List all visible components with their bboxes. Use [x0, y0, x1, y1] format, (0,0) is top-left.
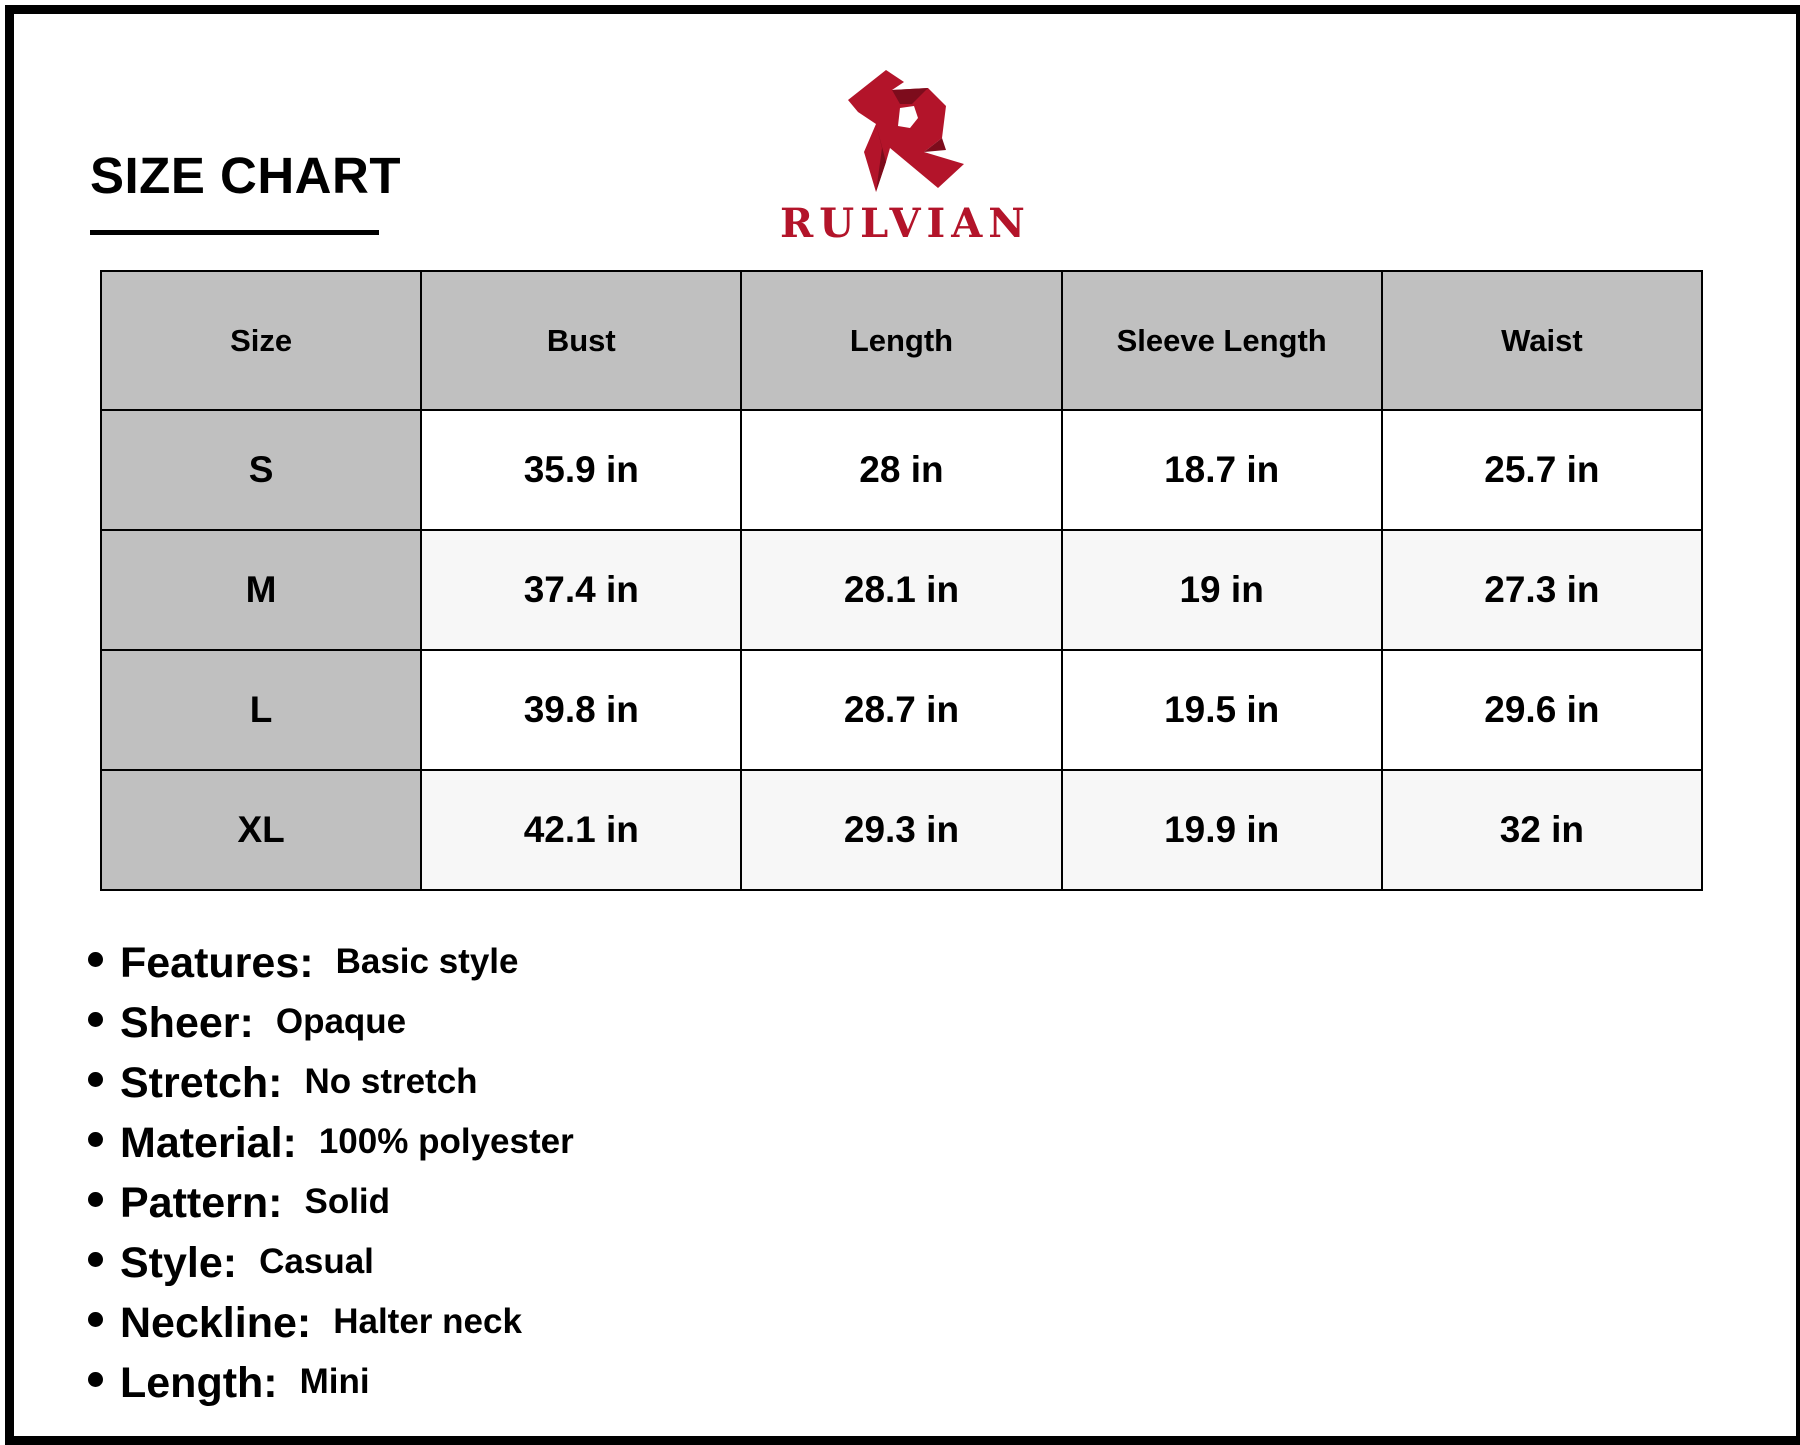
feature-label: Pattern:: [120, 1179, 283, 1227]
bullet-icon: [88, 1012, 103, 1027]
feature-value: Casual: [259, 1242, 374, 1281]
header-sleeve-length: Sleeve Length: [1062, 271, 1382, 410]
brand-name: RULVIAN: [780, 200, 1031, 247]
feature-value: Opaque: [275, 1002, 407, 1041]
feature-label: Neckline:: [120, 1299, 312, 1347]
length-cell: 28.7 in: [741, 650, 1061, 770]
bullet-icon: [88, 1132, 103, 1147]
feature-value: Halter neck: [333, 1302, 522, 1341]
size-cell: M: [101, 530, 421, 650]
bullet-icon: [88, 1252, 103, 1267]
feature-value: No stretch: [304, 1062, 478, 1101]
waist-cell: 32 in: [1382, 770, 1702, 890]
feature-label: Style:: [120, 1239, 238, 1287]
table-row: [101, 650, 1702, 770]
sleeve-length-cell: 18.7 in: [1062, 410, 1382, 530]
bullet-icon: [88, 1192, 103, 1207]
length-cell: 29.3 in: [741, 770, 1061, 890]
table-header-row: [101, 271, 1702, 410]
size-cell: L: [101, 650, 421, 770]
header-bust: Bust: [421, 271, 741, 410]
header-length: Length: [741, 271, 1061, 410]
feature-value: Solid: [304, 1182, 391, 1221]
feature-label: Length:: [120, 1359, 278, 1407]
feature-label: Stretch:: [120, 1059, 283, 1107]
sleeve-length-cell: 19.9 in: [1062, 770, 1382, 890]
size-cell: XL: [101, 770, 421, 890]
bullet-icon: [88, 1072, 103, 1087]
table-row: [101, 410, 1702, 530]
table-row: [101, 530, 1702, 650]
feature-value: Basic style: [335, 942, 519, 981]
bust-cell: 39.8 in: [421, 650, 741, 770]
waist-cell: 25.7 in: [1382, 410, 1702, 530]
bullet-icon: [88, 1312, 103, 1327]
feature-value: 100% polyester: [318, 1122, 574, 1161]
bullet-icon: [88, 952, 103, 967]
bust-cell: 42.1 in: [421, 770, 741, 890]
waist-cell: 29.6 in: [1382, 650, 1702, 770]
bullet-icon: [88, 1372, 103, 1387]
rulvian-r-logo-icon: [842, 64, 964, 199]
feature-label: Material:: [120, 1119, 297, 1167]
brand-logo: [780, 64, 1031, 254]
size-cell: S: [101, 410, 421, 530]
sleeve-length-cell: 19.5 in: [1062, 650, 1382, 770]
feature-label: Features:: [120, 939, 314, 987]
size-table: [100, 270, 1703, 891]
feature-label: Sheer:: [120, 999, 254, 1047]
table-row: [101, 770, 1702, 890]
page-title: SIZE CHART: [90, 147, 401, 204]
sleeve-length-cell: 19 in: [1062, 530, 1382, 650]
length-cell: 28.1 in: [741, 530, 1061, 650]
waist-cell: 27.3 in: [1382, 530, 1702, 650]
title-underline: [90, 230, 379, 235]
header-size: Size: [101, 271, 421, 410]
bust-cell: 37.4 in: [421, 530, 741, 650]
bust-cell: 35.9 in: [421, 410, 741, 530]
feature-value: Mini: [299, 1362, 370, 1401]
length-cell: 28 in: [741, 410, 1061, 530]
header-waist: Waist: [1382, 271, 1702, 410]
